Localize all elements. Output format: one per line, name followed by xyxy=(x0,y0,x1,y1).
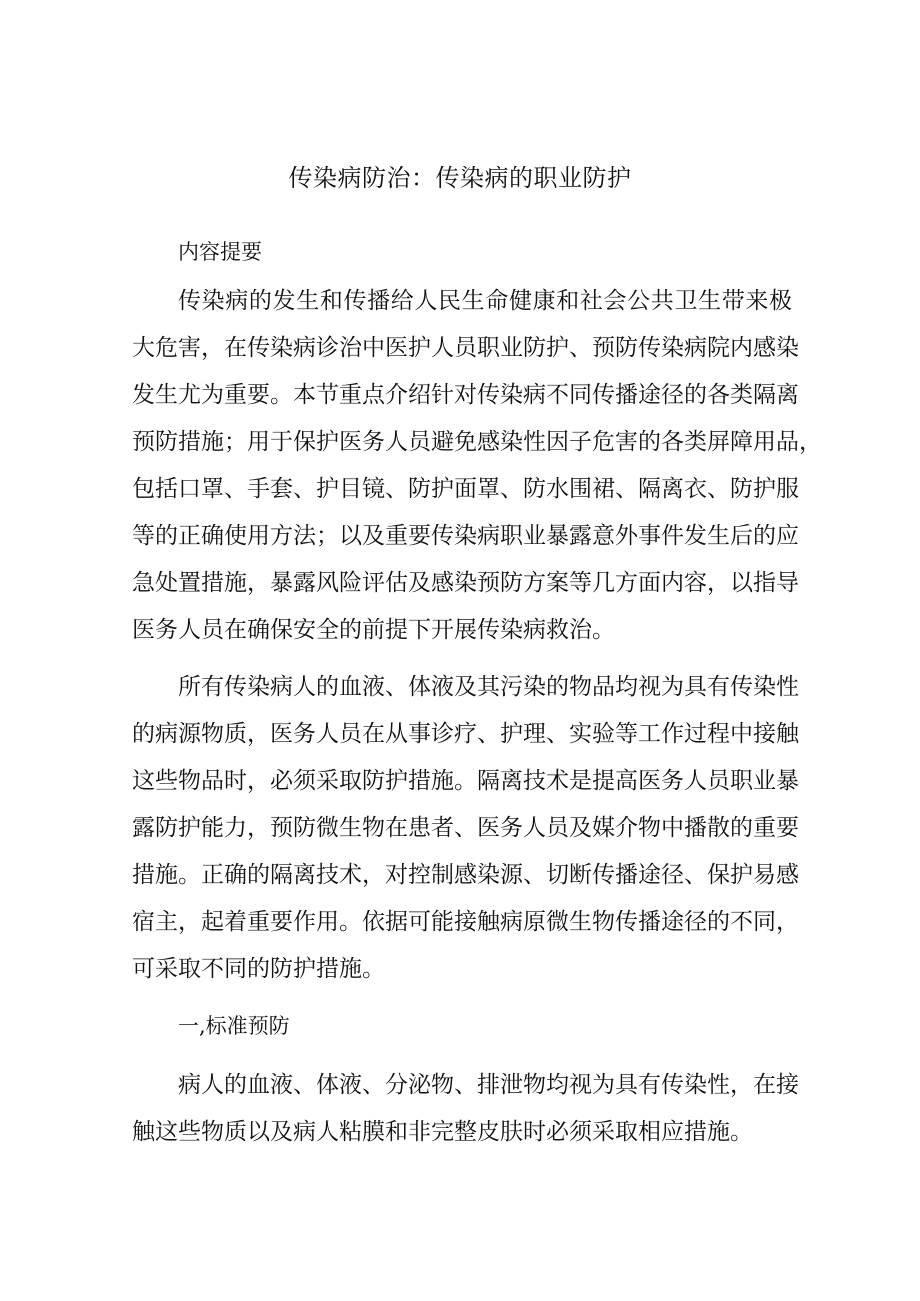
paragraph-1-line: 发生尤为重要。本节重点介绍针对传染病不同传播途径的各类隔离 xyxy=(132,382,799,408)
paragraph-2-line: 宿主，起着重要作用。依据可能接触病原微生物传播途径的不同， xyxy=(132,909,799,935)
summary-heading: 内容提要 xyxy=(178,240,262,264)
document-title: 传染病防治：传染病的职业防护 xyxy=(288,164,632,192)
section-1-heading: 一,标准预防 xyxy=(178,1014,290,1038)
paragraph-1-line: 传染病的发生和传播给人民生命健康和社会公共卫生带来极 xyxy=(178,288,792,314)
paragraph-2-line: 露防护能力，预防微生物在患者、医务人员及媒介物中播散的重要 xyxy=(132,815,799,841)
paragraph-1-line: 等的正确使用方法；以及重要传染病职业暴露意外事件发生后的应 xyxy=(132,523,799,549)
paragraph-1-line: 大危害，在传染病诊治中医护人员职业防护、预防传染病院内感染 xyxy=(132,335,799,361)
paragraph-1-line: 急处置措施，暴露风险评估及感染预防方案等几方面内容，以指导 xyxy=(132,570,799,596)
paragraph-1-line: 医务人员在确保安全的前提下开展传染病救治。 xyxy=(132,617,615,643)
paragraph-3-line: 病人的血液、体液、分泌物、排泄物均视为具有传染性，在接 xyxy=(178,1072,799,1098)
paragraph-3-line: 触这些物质以及病人粘膜和非完整皮肤时必须采取相应措施。 xyxy=(132,1119,753,1145)
paragraph-1-line: 包括口罩、手套、护目镜、防护面罩、防水围裙、隔离衣、防护服 xyxy=(132,476,799,502)
paragraph-2-line: 这些物品时，必须采取防护措施。隔离技术是提高医务人员职业暴 xyxy=(132,768,799,794)
paragraph-2-line: 所有传染病人的血液、体液及其污染的物品均视为具有传染性 xyxy=(178,674,799,700)
paragraph-1-line: 预防措施；用于保护医务人员避免感染性因子危害的各类屏障用品， xyxy=(132,429,822,455)
paragraph-2-line: 可采取不同的防护措施。 xyxy=(132,956,385,982)
paragraph-2-line: 措施。正确的隔离技术，对控制感染源、切断传播途径、保护易感 xyxy=(132,862,799,888)
paragraph-2-line: 的病源物质，医务人员在从事诊疗、护理、实验等工作过程中接触 xyxy=(132,721,799,747)
